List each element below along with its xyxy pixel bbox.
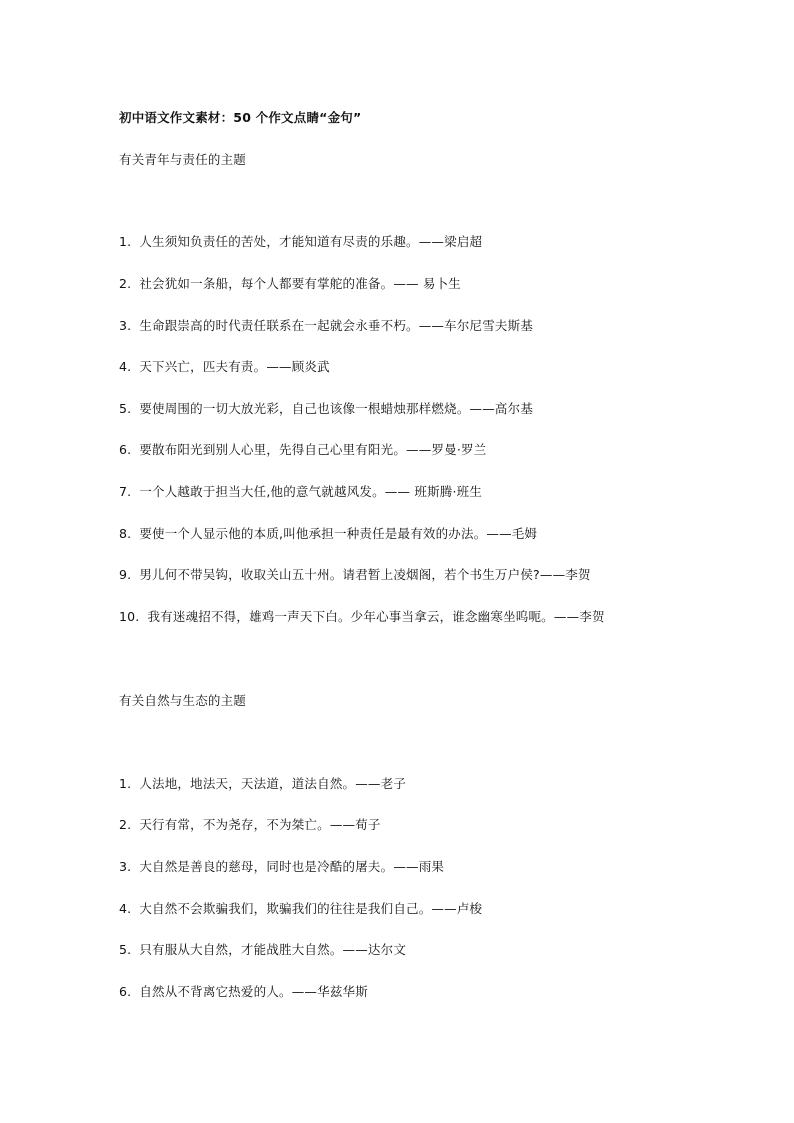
quote-text: 人法地，地法天，天法道，道法自然。——老子 — [139, 776, 407, 791]
quote-text: 男儿何不带吴钩，收取关山五十州。请君暂上凌烟阁，若个书生万户侯?——李贺 — [139, 567, 591, 582]
quote-text: 人生须知负责任的苦处，才能知道有尽责的乐趣。——梁启超 — [139, 234, 483, 249]
quote-text: 天下兴亡，匹夫有责。——顾炎武 — [139, 359, 330, 374]
section-title-youth-responsibility: 有关青年与责任的主题 — [119, 152, 247, 167]
quote-item — [119, 442, 486, 458]
quote-number: 3. — [119, 318, 132, 333]
quote-number: 8. — [119, 526, 132, 541]
quote-item — [119, 318, 533, 334]
quote-item — [119, 526, 537, 542]
quote-number: 4. — [119, 359, 132, 374]
quote-number: 6. — [119, 984, 132, 999]
quote-item — [119, 859, 444, 875]
quote-text: 社会犹如一条船，每个人都要有掌舵的准备。—— 易卜生 — [139, 276, 462, 291]
quote-item — [119, 942, 406, 958]
quote-number: 3. — [119, 859, 132, 874]
quote-number: 1. — [119, 234, 132, 249]
quote-number: 6. — [119, 442, 132, 457]
quote-item — [119, 567, 591, 583]
quote-text: 要使周围的一切大放光彩，自己也该像一根蜡烛那样燃烧。——高尔基 — [139, 401, 534, 416]
quote-item — [119, 401, 533, 417]
quote-text: 我有迷魂招不得，雄鸡一声天下白。少年心事当拿云，谁念幽寒坐呜呃。——李贺 — [147, 609, 605, 624]
quote-number: 7. — [119, 484, 132, 499]
quote-number: 5. — [119, 942, 132, 957]
quote-number: 1. — [119, 776, 132, 791]
quote-number: 4. — [119, 901, 132, 916]
quote-text: 生命跟崇高的时代责任联系在一起就会永垂不朽。——车尔尼雪夫斯基 — [139, 318, 534, 333]
quote-item — [119, 901, 482, 917]
quote-text: 要散布阳光到别人心里，先得自己心里有阳光。——罗曼·罗兰 — [139, 442, 487, 457]
quote-item — [119, 817, 381, 833]
quote-text: 一个人越敢于担当大任,他的意气就越风发。—— 班斯腾·班生 — [139, 484, 483, 499]
quote-number: 5. — [119, 401, 132, 416]
quote-number: 10. — [119, 609, 140, 624]
quote-text: 要使一个人显示他的本质,叫他承担一种责任是最有效的办法。——毛姆 — [139, 526, 538, 541]
section-title-nature-ecology: 有关自然与生态的主题 — [119, 693, 247, 708]
quote-number: 2. — [119, 817, 132, 832]
page-title: 初中语文作文素材：50 个作文点睛“金句” — [119, 110, 362, 125]
quote-text: 自然从不背离它热爱的人。——华兹华斯 — [139, 984, 368, 999]
quote-text: 天行有常，不为尧存，不为桀亡。——荀子 — [139, 817, 381, 832]
quote-text: 大自然是善良的慈母，同时也是冷酷的屠夫。——雨果 — [139, 859, 445, 874]
quote-item — [119, 276, 461, 292]
quote-item — [119, 776, 406, 792]
quote-item — [119, 234, 482, 250]
quote-item — [119, 359, 330, 375]
quote-number: 9. — [119, 567, 132, 582]
quote-text: 只有服从大自然，才能战胜大自然。——达尔文 — [139, 942, 407, 957]
quote-text: 大自然不会欺骗我们，欺骗我们的往往是我们自己。——卢梭 — [139, 901, 483, 916]
quote-item — [119, 484, 482, 500]
quote-number: 2. — [119, 276, 132, 291]
quote-item — [119, 609, 605, 625]
quote-item — [119, 984, 368, 1000]
